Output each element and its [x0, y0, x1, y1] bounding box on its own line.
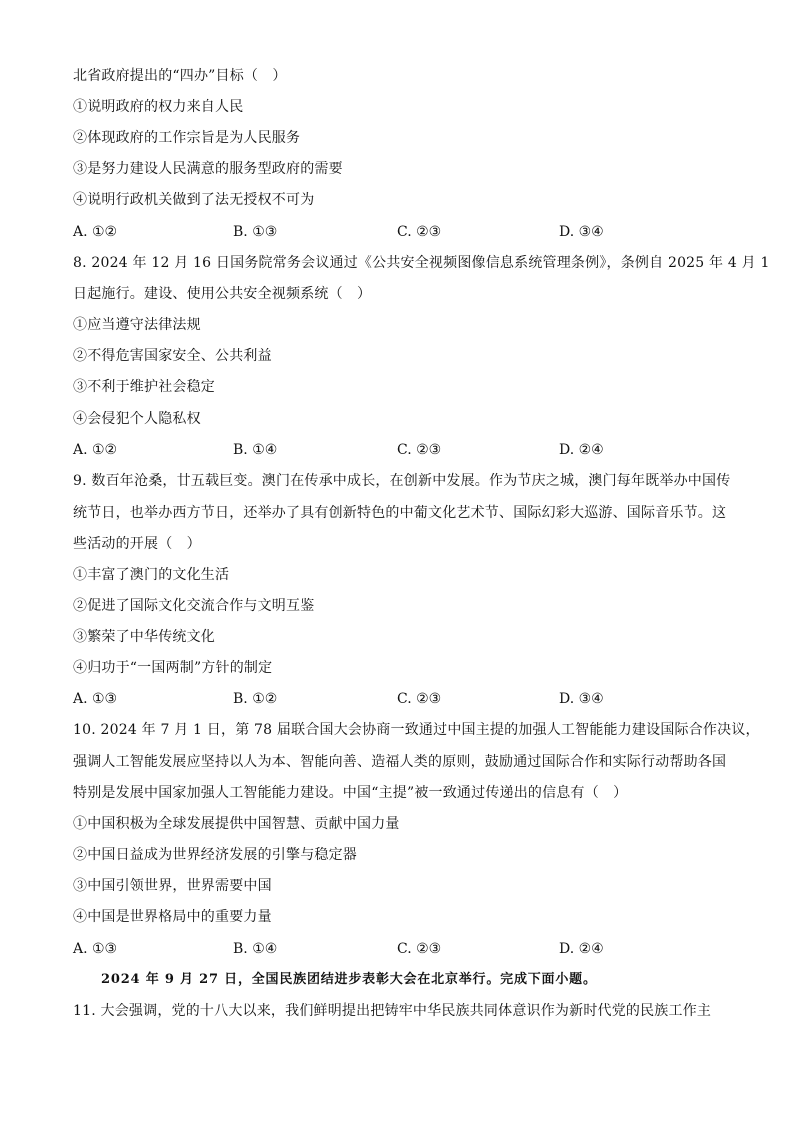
- q9-item-4: ④归功于“一国两制”方针的制定: [73, 660, 273, 676]
- q9-options: [73, 689, 713, 709]
- q11-stem-line-1: 11. 大会强调，党的十八大以来，我们鲜明提出把铸牢中华民族共同体意识作为新时代党的民族工作主: [73, 1003, 712, 1019]
- q10-item-2: ②中国日益成为世界经济发展的引擎与稳定器: [73, 847, 357, 863]
- q10-option-c: C. ②③: [397, 941, 442, 957]
- q9-item-2: ②促进了国际文化交流合作与文明互鉴: [73, 598, 315, 614]
- q9-stem-line-2: 统节日，也举办西方节日，还举办了具有创新特色的中葡文化艺术节、国际幻彩大巡游、国际音乐节。这: [73, 505, 727, 521]
- q9-stem-line-3: 些活动的开展（ ）: [73, 536, 201, 552]
- q9-item-3: ③繁荣了中华传统文化: [73, 629, 215, 645]
- q8-option-c: C. ②③: [397, 442, 442, 458]
- q8-options: [73, 440, 713, 460]
- q10-stem-line-2: 强调人工智能发展应坚持以人为本、智能向善、造福人类的原则，鼓励通过国际合作和实际行动帮助各国: [73, 754, 727, 770]
- q9-stem-line-1: 9. 数百年沧桑，廿五载巨变。澳门在传承中成长，在创新中发展。作为节庆之城，澳门每年既举办中国传: [73, 473, 731, 489]
- q7-item-1: ①说明政府的权力来自人民: [73, 99, 244, 115]
- q10-item-4: ④中国是世界格局中的重要力量: [73, 909, 272, 925]
- q8-option-b: B. ①④: [233, 442, 278, 458]
- q10-item-3: ③中国引领世界，世界需要中国: [73, 878, 272, 894]
- q8-option-d: D. ②④: [559, 442, 604, 458]
- q7-option-c: C. ②③: [397, 224, 442, 240]
- group-intro: 2024 年 9 月 27 日，全国民族团结进步表彰大会在北京举行。完成下面小题。: [101, 972, 597, 987]
- q9-item-1: ①丰富了澳门的文化生活: [73, 567, 230, 583]
- q7-option-d: D. ③④: [559, 224, 604, 240]
- q8-stem-line-1: 8. 2024 年 12 月 16 日国务院常务会议通过《公共安全视频图像信息系统管理条例》，条例自 2025 年 4 月 1: [73, 255, 770, 271]
- q9-option-a: A. ①③: [73, 691, 118, 707]
- q10-options: [73, 939, 713, 959]
- q8-item-1: ①应当遵守法律法规: [73, 317, 201, 333]
- q8-item-4: ④会侵犯个人隐私权: [73, 411, 201, 427]
- q7-item-2: ②体现政府的工作宗旨是为人民服务: [73, 130, 301, 146]
- q7-item-4: ④说明行政机关做到了法无授权不可为: [73, 192, 315, 208]
- q7-option-a: A. ①②: [73, 224, 118, 240]
- q8-stem-line-2: 日起施行。建设、使用公共安全视频系统（ ）: [73, 286, 372, 302]
- q10-option-b: B. ①④: [233, 941, 278, 957]
- q8-option-a: A. ①②: [73, 442, 118, 458]
- q10-stem-line-1: 10. 2024 年 7 月 1 日，第 78 届联合国大会协商一致通过中国主提的加强人工智能能力建设国际合作决议，: [73, 722, 760, 738]
- q10-option-a: A. ①③: [73, 941, 118, 957]
- q10-item-1: ①中国积极为全球发展提供中国智慧、贡献中国力量: [73, 816, 400, 832]
- q8-item-3: ③不利于维护社会稳定: [73, 379, 215, 395]
- q9-option-b: B. ①②: [233, 691, 278, 707]
- q7-item-3: ③是努力建设人民满意的服务型政府的需要: [73, 161, 343, 177]
- q8-item-2: ②不得危害国家安全、公共利益: [73, 348, 272, 364]
- q9-option-d: D. ③④: [559, 691, 604, 707]
- q9-option-c: C. ②③: [397, 691, 442, 707]
- q10-option-d: D. ②④: [559, 941, 604, 957]
- q7-options: [73, 222, 713, 242]
- q7-stem: 北省政府提出的“四办”目标（ ）: [73, 68, 287, 84]
- q10-stem-line-3: 特别是发展中国家加强人工智能能力建设。中国“主提”被一致通过传递出的信息有（ ）: [73, 785, 628, 801]
- q7-option-b: B. ①③: [233, 224, 278, 240]
